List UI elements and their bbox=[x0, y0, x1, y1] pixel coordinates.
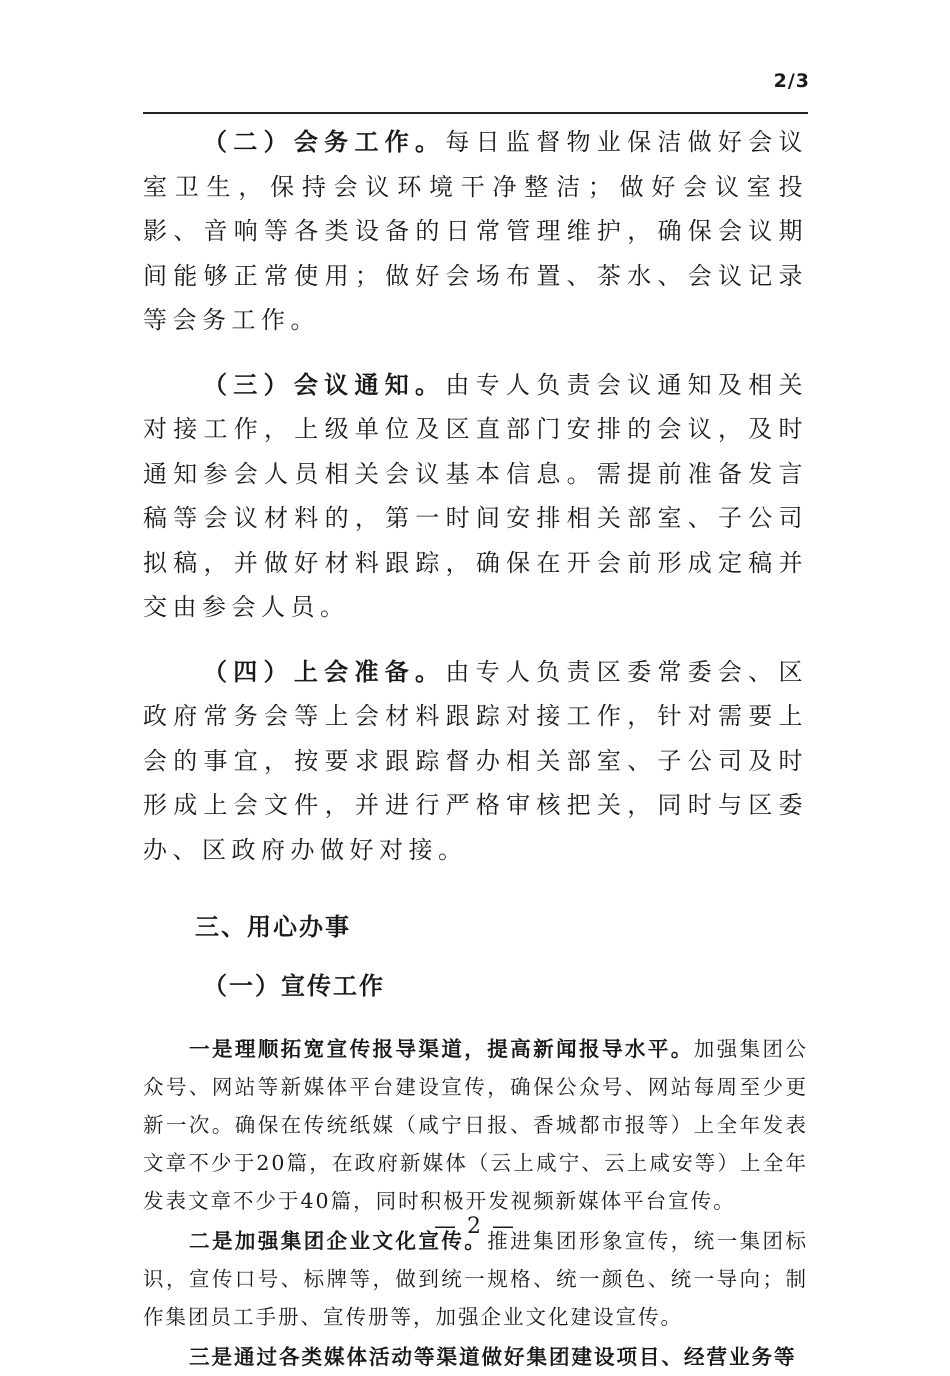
section-meeting-prep bbox=[143, 650, 808, 873]
section-body: 由专人负责会议通知及相关对接工作，上级单位及区直部门安排的会议，及时通知参会人员相关会议基本信息。需提前准备发言稿等会议材料的，第一时间安排相关部室、子公司拟稿，并做好材料跟踪，确保在开会前形成定稿并交由参会人员。 bbox=[143, 370, 809, 621]
item-lead: 二是加强集团企业文化宣传。 bbox=[189, 1229, 488, 1253]
item-two bbox=[143, 1222, 808, 1336]
item-body: 推进集团形象宣传，统一集团标识，宣传口号、标牌等，做到统一规格、统一颜色、统一导向；制作集团员工手册、宣传册等，加强企业文化建设宣传。 bbox=[143, 1229, 808, 1329]
section-meeting-affairs bbox=[143, 120, 808, 343]
section-lead: （四）上会准备。 bbox=[203, 657, 446, 686]
section-lead: （二）会务工作。 bbox=[203, 128, 446, 156]
section-body: 每日监督物业保洁做好会议室卫生，保持会议环境干净整洁；做好会议室投影、音响等各类设备的日常管理维护，确保会议期间能够正常使用；做好会场布置、茶水、会议记录等会务工作。 bbox=[143, 128, 809, 334]
page-number: — 2 — bbox=[434, 1214, 516, 1239]
item-lead: 一是理顺拓宽宣传报导渠道，提高新闻报导水平。 bbox=[189, 1037, 694, 1061]
item-body: 加强集团公众号、网站等新媒体平台建设宣传，确保公众号、网站每周至少更新一次。确保在传统纸媒（咸宁日报、香城都市报等）上全年发表文章不少于20篇，在政府新媒体（云上咸宁、云上咸安等）上全年发表文章不少于40篇，同时积极开发视频新媒体平台宣传。 bbox=[143, 1037, 809, 1213]
section-meeting-notice bbox=[143, 363, 808, 630]
section-lead: （三）会议通知。 bbox=[203, 370, 446, 399]
section-body: 由专人负责区委常委会、区政府常务会等上会材料跟踪对接工作，针对需要上会的事宜，按要求跟踪督办相关部室、子公司及时形成上会文件，并进行严格审核把关，同时与区委办、区政府办做好对接。 bbox=[143, 657, 809, 864]
item-lead: 三是通过各类媒体活动等渠道做好集团建设项目、经营业务等 bbox=[189, 1345, 797, 1369]
header-rule bbox=[143, 112, 808, 114]
heading-section-three: 三、用心办事 bbox=[195, 913, 351, 941]
heading-publicity-work: （一）宣传工作 bbox=[203, 972, 385, 1000]
item-one bbox=[143, 1030, 808, 1220]
document-body bbox=[143, 120, 808, 1376]
page-counter: 2/3 bbox=[773, 70, 810, 92]
